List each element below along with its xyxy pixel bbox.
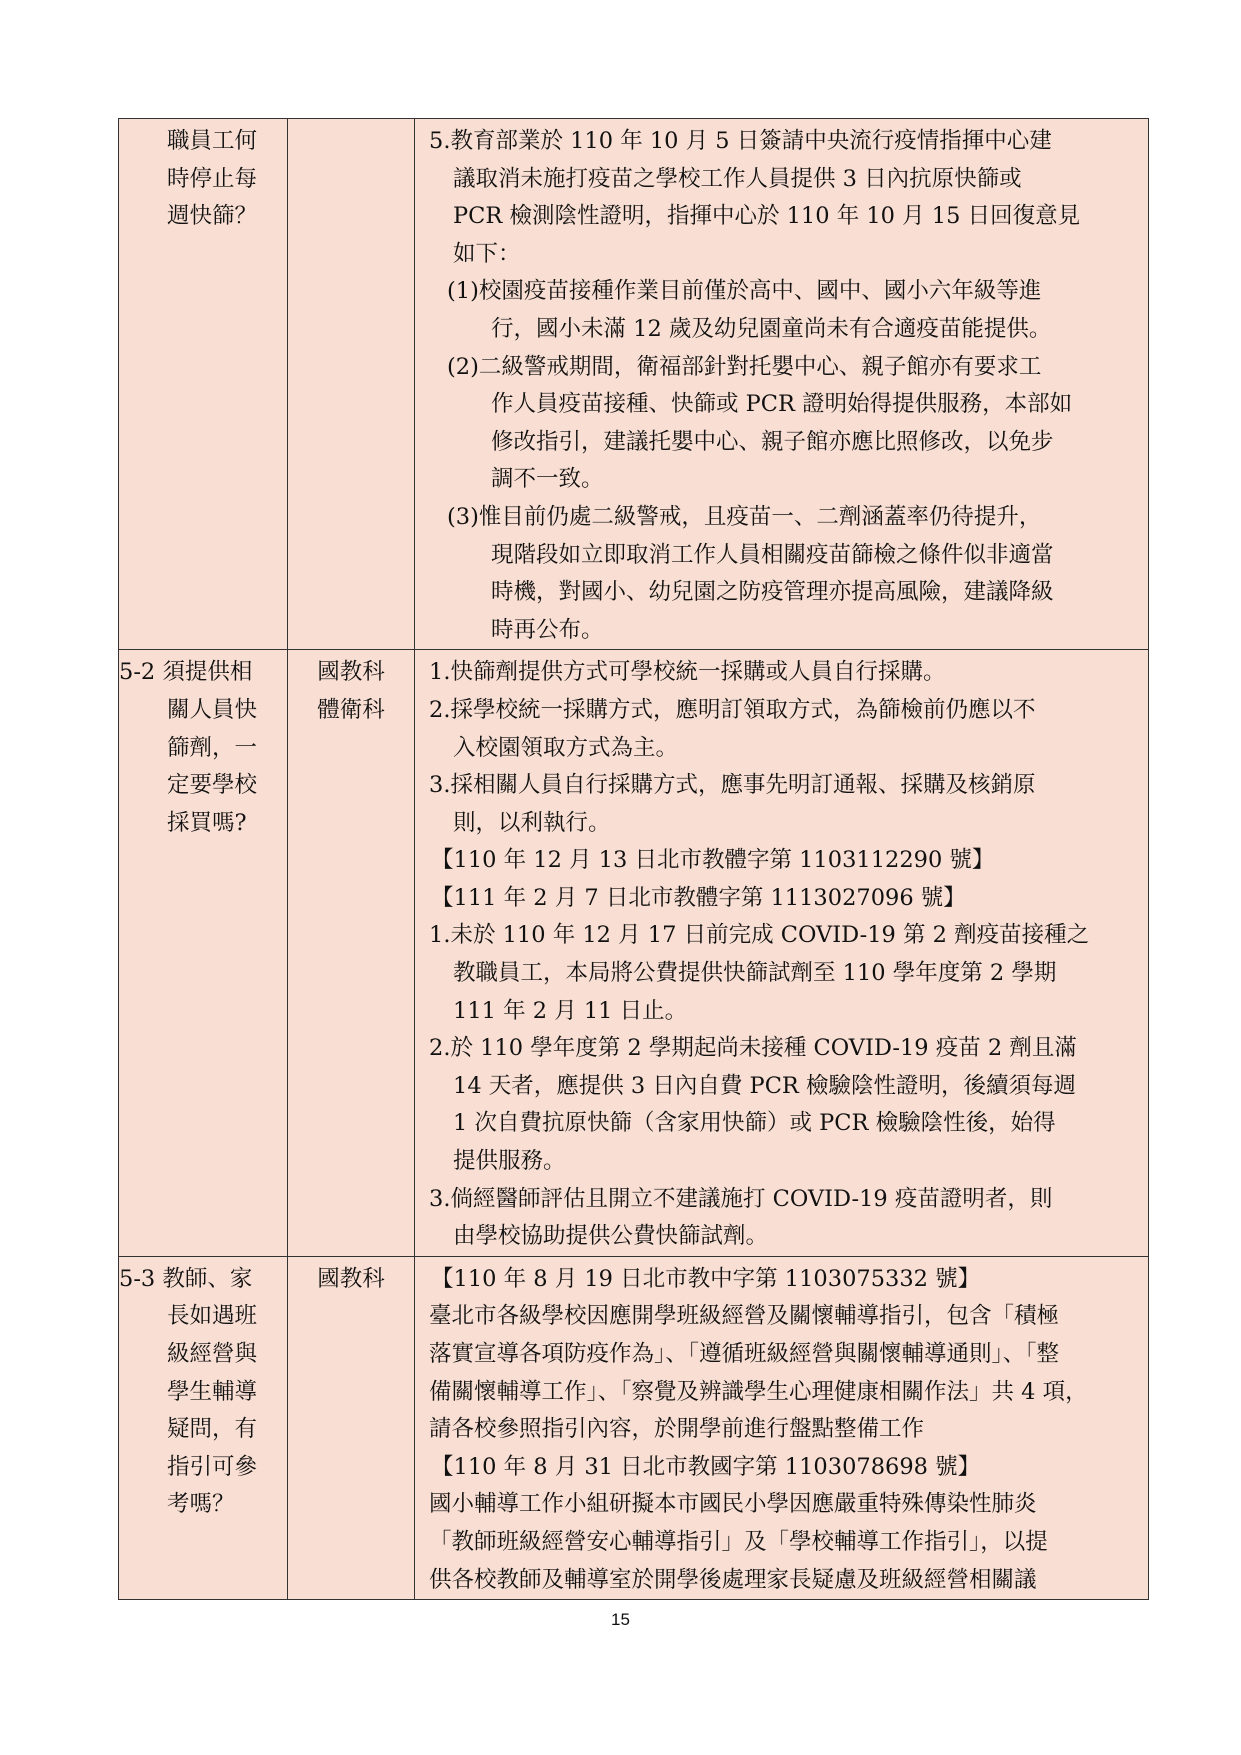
question-line: 指引可參 <box>167 1453 258 1480</box>
question-cell <box>119 1256 288 1599</box>
answer-line: 時再公布。 <box>491 616 604 643</box>
question-line: 疑問，有 <box>167 1416 258 1443</box>
question-line: 職員工何 <box>167 128 258 154</box>
answer-line: 供各校教師及輔導室於開學後處理家長疑慮及班級經營相關議 <box>429 1566 1037 1593</box>
answer-line: 行，國小未滿 12 歲及幼兒園童尚未有合適疫苗能提供。 <box>491 315 1052 342</box>
answer-line: 【110 年 8 月 19 日北市教中字第 1103075332 號】 <box>431 1265 981 1292</box>
question-line: 5-2 須提供相 <box>119 659 253 686</box>
unit-line: 國教科 <box>317 1265 385 1292</box>
answer-line: 【110 年 12 月 13 日北市教體字第 1103112290 號】 <box>431 847 995 874</box>
question-line: 學生輔導 <box>167 1378 258 1405</box>
answer-line: 臺北市各級學校因應開學班級經營及關懷輔導指引，包含「積極 <box>429 1303 1060 1330</box>
question-cell <box>119 119 288 650</box>
answer-line: 入校園領取方式為主。 <box>453 734 679 761</box>
faq-table <box>118 118 1149 1600</box>
question-line: 考嗎？ <box>167 1491 235 1518</box>
answer-cell <box>415 650 1149 1257</box>
answer-cell <box>415 119 1149 650</box>
answer-line: 備關懷輔導工作」、「察覺及辨識學生心理健康相關作法」共 4 項， <box>429 1378 1088 1405</box>
answer-cell <box>415 1256 1149 1599</box>
answer-line: 現階段如立即取消工作人員相關疫苗篩檢之條件似非適當 <box>491 541 1054 568</box>
answer-line: 提供服務。 <box>453 1148 566 1175</box>
answer-line: 1.快篩劑提供方式可學校統一採購或人員自行採購。 <box>429 659 946 686</box>
answer-line: 14 天者，應提供 3 日內自費 PCR 檢驗陰性證明，後續須每週 <box>453 1072 1077 1099</box>
answer-line: 則，以利執行。 <box>453 809 611 836</box>
answer-line: 【110 年 8 月 31 日北市教國字第 1103078698 號】 <box>431 1453 981 1480</box>
answer-line: 議取消未施打疫苗之學校工作人員提供 3 日內抗原快篩或 <box>453 165 1022 192</box>
question-line: 關人員快 <box>167 696 258 723</box>
question-line: 級經營與 <box>167 1341 258 1367</box>
answer-line: (3)惟目前仍處二級警戒，且疫苗一、二劑涵蓋率仍待提升， <box>447 503 1042 530</box>
answer-line: 調不一致。 <box>491 466 604 493</box>
answer-line: 2.採學校統一採購方式，應明訂領取方式，為篩檢前仍應以不 <box>429 696 1036 723</box>
question-line: 5-3 教師、家 <box>119 1265 253 1292</box>
question-line: 採買嗎? <box>167 809 247 836</box>
unit-cell <box>288 1256 415 1599</box>
answer-line: 教職員工，本局將公費提供快篩試劑至 110 學年度第 2 學期 <box>453 960 1057 987</box>
answer-line: 國小輔導工作小組研擬本市國民小學因應嚴重特殊傳染性肺炎 <box>429 1491 1037 1518</box>
answer-line: 2.於 110 學年度第 2 學期起尚未接種 COVID-19 疫苗 2 劑且滿 <box>429 1035 1077 1062</box>
answer-line: 111 年 2 月 11 日止。 <box>453 997 688 1024</box>
unit-cell <box>288 119 415 650</box>
answer-line: 作人員疫苗接種、快篩或 PCR 證明始得提供服務，本部如 <box>491 391 1073 418</box>
answer-line: 如下： <box>453 240 521 267</box>
question-line: 篩劑，一 <box>167 734 258 761</box>
answer-line: 1 次自費抗原快篩（含家用快篩）或 PCR 檢驗陰性後，始得 <box>453 1110 1056 1137</box>
question-line: 時停止每 <box>167 165 258 192</box>
question-line: 定要學校 <box>167 772 258 799</box>
answer-line: 由學校協助提供公費快篩試劑。 <box>453 1223 769 1250</box>
table-row <box>119 119 1149 650</box>
table-row <box>119 1256 1149 1599</box>
answer-line: PCR 檢測陰性證明，指揮中心於 110 年 10 月 15 日回復意見 <box>453 203 1081 230</box>
answer-line: 【111 年 2 月 7 日北市教體字第 1113027096 號】 <box>431 884 966 911</box>
page-number: 15 <box>611 1610 630 1629</box>
answer-line: 請各校參照指引內容，於開學前進行盤點整備工作 <box>429 1416 925 1443</box>
unit-line: 體衛科 <box>317 696 385 723</box>
question-line: 長如遇班 <box>167 1303 258 1330</box>
table-row <box>119 650 1149 1257</box>
answer-line: 3.採相關人員自行採購方式，應事先明訂通報、採購及核銷原 <box>429 772 1036 799</box>
answer-line: (1)校園疫苗接種作業目前僅於高中、國中、國小六年級等進 <box>447 278 1042 305</box>
answer-line: 時機，對國小、幼兒園之防疫管理亦提高風險，建議降級 <box>491 579 1054 606</box>
answer-line: 修改指引，建議托嬰中心、親子館亦應比照修改，以免步 <box>491 428 1054 455</box>
question-line: 週快篩？ <box>167 203 258 230</box>
answer-line: 5.教育部業於 110 年 10 月 5 日簽請中央流行疫情指揮中心建 <box>429 128 1052 154</box>
answer-line: (2)二級警戒期間，衛福部針對托嬰中心、親子館亦有要求工 <box>447 353 1042 380</box>
unit-cell <box>288 650 415 1257</box>
unit-line: 國教科 <box>317 659 385 686</box>
answer-line: 落實宣導各項防疫作為」、「遵循班級經營與關懷輔導通則」、「整 <box>429 1341 1060 1367</box>
answer-line: 1.未於 110 年 12 月 17 日前完成 COVID-19 第 2 劑疫苗接種之 <box>429 922 1090 949</box>
answer-line: 「教師班級經營安心輔導指引」及「學校輔導工作指引」，以提 <box>429 1528 1048 1555</box>
answer-line: 3.倘經醫師評估且開立不建議施打 COVID-19 疫苗證明者，則 <box>429 1185 1053 1212</box>
question-cell <box>119 650 288 1257</box>
